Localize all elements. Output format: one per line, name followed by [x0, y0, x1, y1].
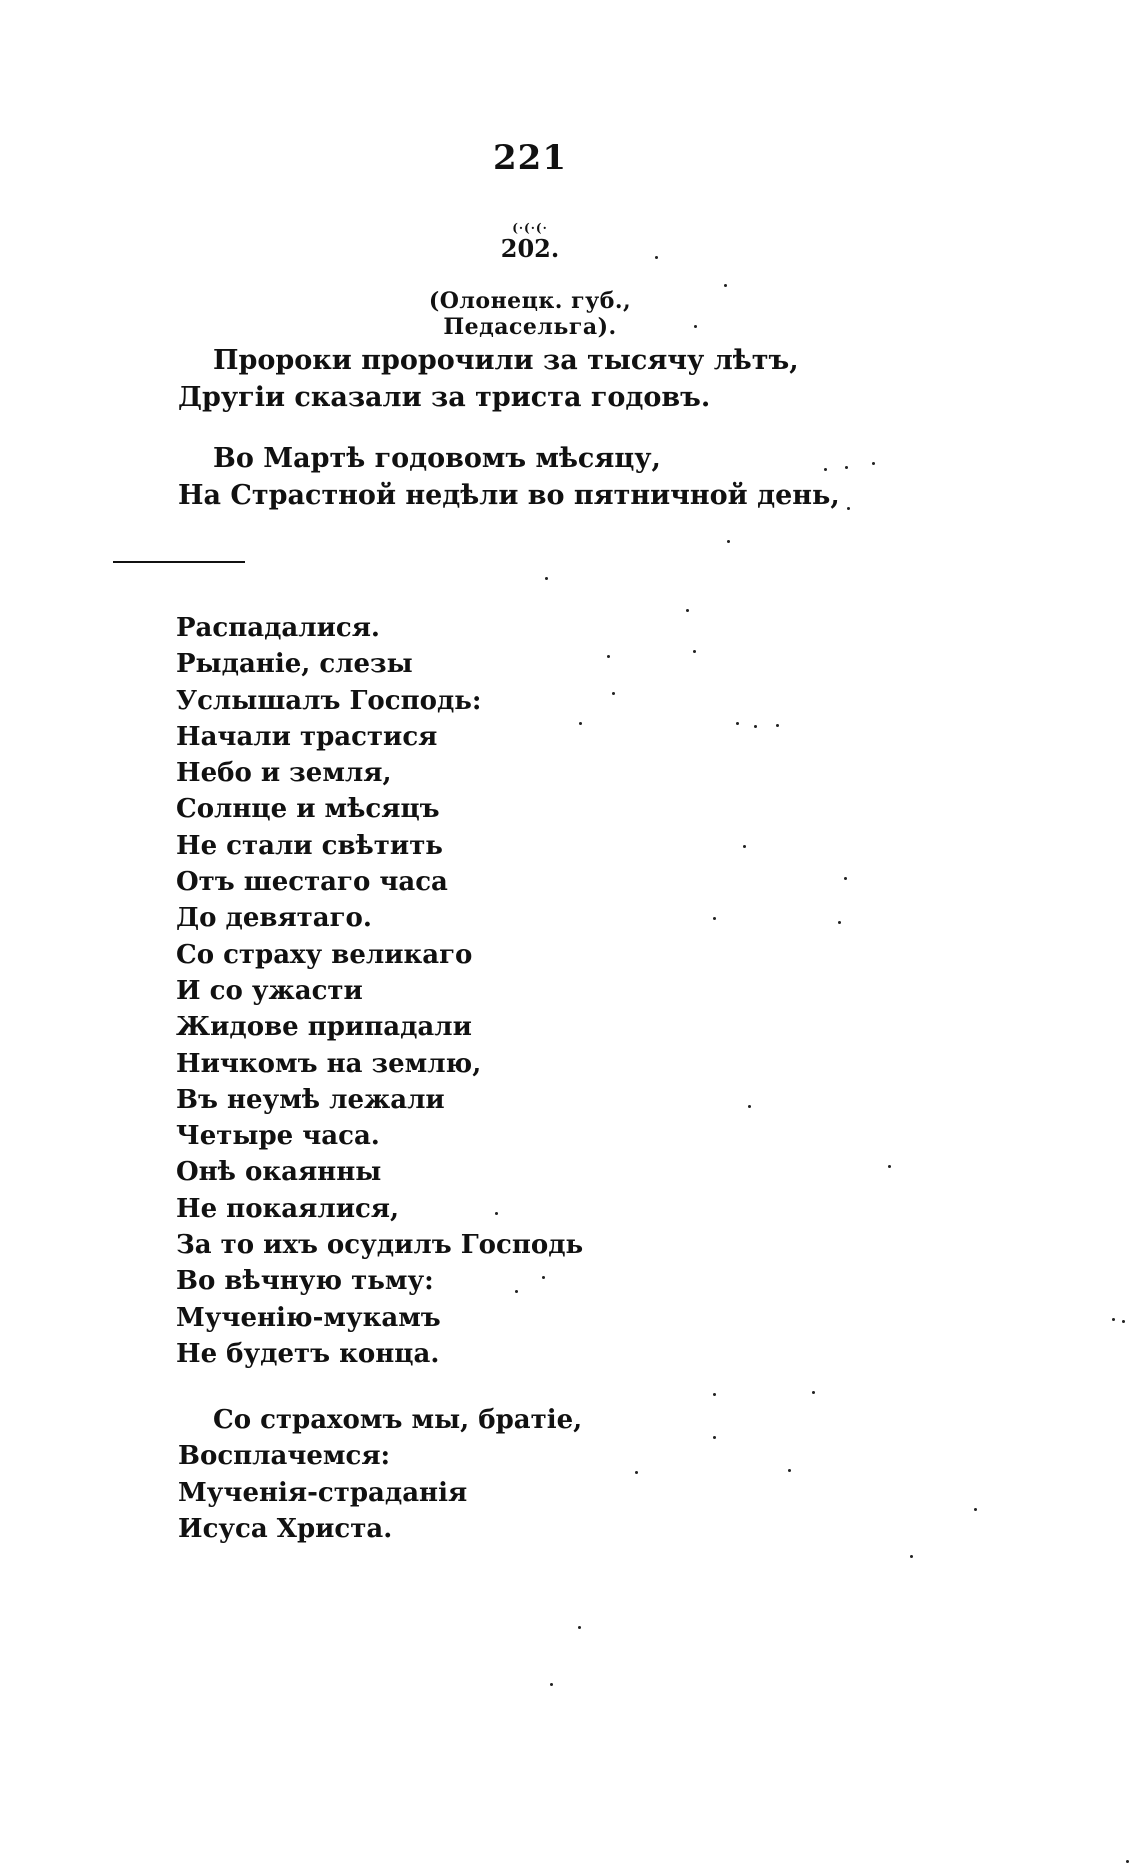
scan-speck: [542, 1276, 545, 1279]
verse-line: Мученію-мукамъ: [176, 1302, 441, 1333]
verse-line: Четыре часа.: [176, 1121, 380, 1152]
verse-line: Ничкомъ на землю,: [176, 1048, 482, 1079]
scan-speck: [838, 921, 841, 924]
scan-speck: [713, 1436, 716, 1439]
scan-speck: [713, 1393, 716, 1396]
section-divider: [113, 561, 245, 563]
verse-line: Распадалися.: [176, 613, 380, 643]
verse-line: На Страстной недѣли во пятничной день,: [178, 480, 840, 511]
source-note: (Олонецк. губ., Педасельга).: [428, 288, 632, 340]
scan-speck: [578, 1626, 581, 1629]
verse-line: Услышалъ Господь:: [176, 685, 482, 716]
scan-speck: [655, 256, 658, 259]
scan-speck: [788, 1469, 791, 1472]
scan-speck: [812, 1391, 815, 1394]
scan-speck: [686, 609, 689, 612]
scan-speck: [607, 655, 610, 658]
verse-line: Отъ шестаго часа: [176, 867, 448, 898]
scan-speck: [495, 1212, 498, 1215]
verse-line: Небо и земля,: [176, 758, 392, 789]
verse-line: Солнце и мѣсяцъ: [176, 794, 440, 825]
verse-line: Со страхомъ мы, братіе,: [213, 1405, 583, 1435]
scan-speck: [1126, 1860, 1129, 1863]
verse-line: Во вѣчную тьму:: [176, 1266, 434, 1297]
verse-line: Исуса Христа.: [178, 1513, 393, 1544]
scan-speck: [612, 692, 615, 695]
verse-line: Пророки пророчили за тысячу лѣтъ,: [213, 345, 799, 376]
verse-1: [178, 342, 799, 416]
verse-line: Другіи сказали за триста годовъ.: [178, 382, 711, 413]
scan-speck: [748, 1105, 751, 1108]
scan-speck: [872, 462, 875, 465]
scan-speck: [693, 650, 696, 653]
scan-speck: [579, 722, 582, 725]
scan-speck: [824, 468, 827, 471]
verse-line: Мученія-страданія: [178, 1477, 468, 1508]
scan-speck: [1112, 1318, 1115, 1321]
scan-speck: [515, 1290, 518, 1293]
verse-line: До девятаго.: [176, 903, 372, 934]
scan-speck: [713, 917, 716, 920]
verse-line: Во Мартѣ годовомъ мѣсяцу,: [213, 443, 661, 474]
scan-speck: [888, 1165, 891, 1168]
verse-line: Начали трастися: [176, 721, 438, 752]
scan-speck: [724, 284, 727, 287]
verse-line: За то ихъ осудилъ Господь: [176, 1230, 584, 1261]
scan-speck: [974, 1508, 977, 1511]
scan-speck: [736, 722, 739, 725]
scan-speck: [550, 1683, 553, 1686]
verse-line: Въ неумѣ лежали: [176, 1084, 445, 1115]
scan-speck: [847, 507, 850, 510]
scan-speck: [910, 1555, 913, 1558]
verse-4: [178, 1402, 582, 1547]
scan-speck: [844, 877, 847, 880]
scan-speck: [776, 724, 779, 727]
verse-line: Не покаялися,: [176, 1193, 400, 1224]
scan-speck: [1122, 1320, 1125, 1323]
song-number: (·(·(· 202.: [470, 222, 590, 263]
verse-2: [178, 440, 840, 514]
page-number: 221: [493, 138, 567, 178]
scan-speck: [545, 577, 548, 580]
verse-line: Со страху великаго: [176, 939, 473, 970]
scan-speck: [635, 1471, 638, 1474]
verse-line: Не стали свѣтить: [176, 830, 443, 861]
verse-line: И со ужасти: [176, 975, 363, 1006]
verse-line: Жидове припадали: [176, 1012, 472, 1043]
verse-3: [176, 610, 583, 1372]
scan-speck: [754, 725, 757, 728]
scan-speck: [845, 466, 848, 469]
scan-speck: [727, 540, 730, 543]
scan-speck: [743, 845, 746, 848]
verse-line: Не будетъ конца.: [176, 1338, 440, 1369]
scan-speck: [694, 325, 697, 328]
verse-line: Восплачемся:: [178, 1441, 391, 1472]
verse-line: Рыданіе, слезы: [176, 649, 413, 680]
verse-line: Онѣ окаянны: [176, 1157, 382, 1188]
